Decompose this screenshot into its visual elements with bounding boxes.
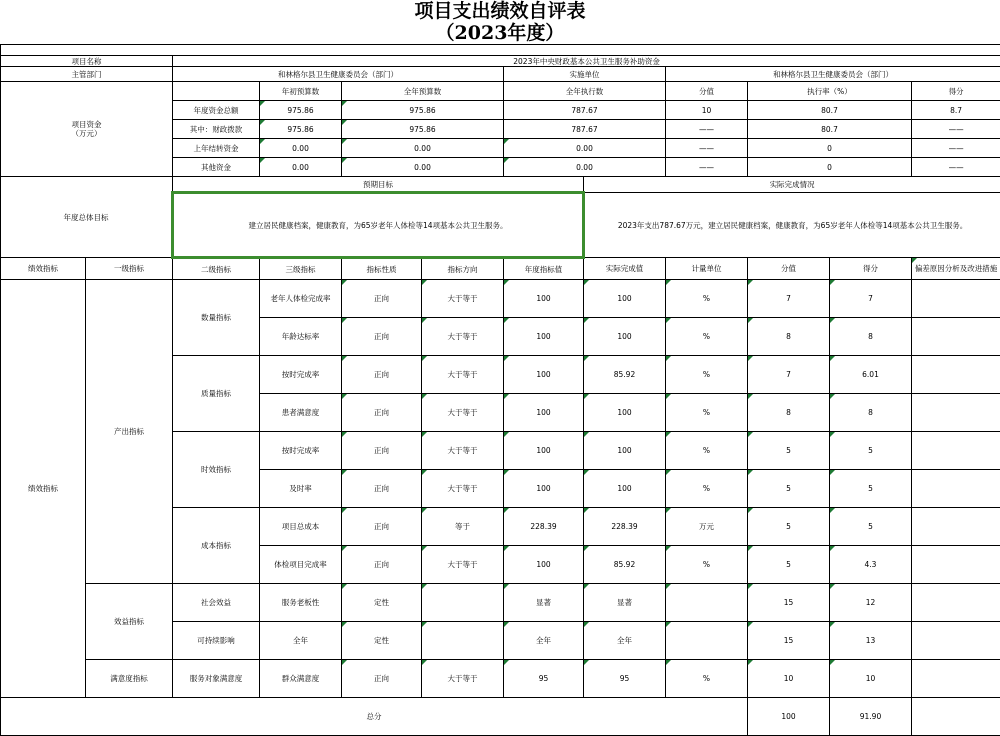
ind-header-level1: 一级指标 [86,258,173,280]
ind-header-note: 偏差原因分析及改进措施 [912,258,1000,280]
total-weight: 100 [748,698,830,736]
ind-nature: 正向 [342,546,422,584]
ind-actual: 100 [584,470,666,508]
ind-weight: 7 [748,356,830,394]
ind-note [912,546,1000,584]
ind-unit: % [666,394,748,432]
ind-nature: 正向 [342,318,422,356]
blank-row [1,45,1000,56]
funds-annual: 975.86 [342,101,504,120]
funds-executed: 0.00 [504,158,666,177]
ind-score: 5 [830,432,912,470]
ind-actual: 100 [584,318,666,356]
ind-score: 4.3 [830,546,912,584]
ind-actual: 95 [584,660,666,698]
ind-score: 8 [830,318,912,356]
ind-header-level2: 二级指标 [173,258,260,280]
ind-direction: 等于 [422,508,504,546]
funds-annual: 0.00 [342,158,504,177]
satisfaction-group: 满意度指标 [86,660,173,698]
ind-unit [666,584,748,622]
page-title [0,0,1000,44]
ind-unit: % [666,546,748,584]
ind-nature: 正向 [342,470,422,508]
sustain-group: 可持续影响 [173,622,260,660]
ind-nature: 定性 [342,584,422,622]
ind-note [912,508,1000,546]
actual-goal-text: 2023年支出787.67万元，建立居民健康档案，健康教育，为65岁老年人体检等14项基本公共卫生服务。 [584,193,1000,258]
ind-header-weight: 分值 [748,258,830,280]
funds-score: 8.7 [912,101,1000,120]
ind-unit: % [666,356,748,394]
ind-note [912,318,1000,356]
output-group: 产出指标 [86,280,173,584]
ind-note [912,280,1000,318]
ind-target: 100 [504,432,584,470]
ind-note [912,660,1000,698]
dept-label: 主管部门 [1,67,173,82]
ind-direction: 大于等于 [422,356,504,394]
funds-score: —— [912,158,1000,177]
funds-rate: 0 [748,158,912,177]
ind-weight: 5 [748,470,830,508]
ind-target: 100 [504,546,584,584]
funds-initial: 975.86 [260,101,342,120]
ind-actual: 显著 [584,584,666,622]
ind-nature: 正向 [342,432,422,470]
ind-nature: 正向 [342,508,422,546]
ind-note [912,394,1000,432]
ind-direction: 大于等于 [422,660,504,698]
funds-header-initial: 年初预算数 [260,82,342,101]
ind-target: 100 [504,280,584,318]
ind-name: 按时完成率 [260,432,342,470]
ind-target: 100 [504,356,584,394]
indicator-row [1,660,1000,698]
funds-weight: —— [666,158,748,177]
ind-score: 5 [830,470,912,508]
funds-header-rate: 执行率（%） [748,82,912,101]
total-note [912,698,1000,736]
funds-header-blank [173,82,260,101]
funds-header-row [1,82,1000,101]
ind-actual: 85.92 [584,356,666,394]
funds-annual: 0.00 [342,139,504,158]
funds-label: 项目资金 （万元） [1,82,173,177]
ind-score: 6.01 [830,356,912,394]
expected-goal-text[interactable]: 建立居民健康档案，健康教育，为65岁老年人体检等14项基本公共卫生服务。 [173,193,584,258]
goal-header-row [1,177,1000,193]
ind-name: 体检项目完成率 [260,546,342,584]
dept-row [1,67,1000,82]
funds-weight: —— [666,139,748,158]
ind-name: 项目总成本 [260,508,342,546]
project-name-value: 2023年中央财政基本公共卫生服务补助资金 [173,56,1000,67]
ind-unit: 万元 [666,508,748,546]
ind-unit: % [666,280,748,318]
ind-direction: 大于等于 [422,470,504,508]
ind-note [912,470,1000,508]
social-group: 社会效益 [173,584,260,622]
ind-target: 100 [504,318,584,356]
ind-name: 全年 [260,622,342,660]
ind-target: 全年 [504,622,584,660]
funds-row-label: 上年结转资金 [173,139,260,158]
ind-actual: 100 [584,280,666,318]
quantity-group: 数量指标 [173,280,260,356]
ind-nature: 正向 [342,280,422,318]
ind-unit: % [666,432,748,470]
ind-unit [666,622,748,660]
ind-name: 群众满意度 [260,660,342,698]
ind-actual: 100 [584,432,666,470]
ind-header-level3: 三级指标 [260,258,342,280]
total-label: 总分 [1,698,748,736]
impl-value: 和林格尔县卫生健康委员会（部门） [666,67,1000,82]
funds-initial: 0.00 [260,139,342,158]
ind-unit: % [666,470,748,508]
ind-target: 95 [504,660,584,698]
ind-score: 12 [830,584,912,622]
ind-weight: 15 [748,622,830,660]
title-line-1: 项目支出绩效自评表 [0,0,1000,22]
ind-name: 及时率 [260,470,342,508]
ind-weight: 10 [748,660,830,698]
ind-direction: 大于等于 [422,394,504,432]
total-row [1,698,1000,736]
ind-name: 服务老板性 [260,584,342,622]
funds-initial: 0.00 [260,158,342,177]
ind-weight: 15 [748,584,830,622]
funds-weight: 10 [666,101,748,120]
cost-group: 成本指标 [173,508,260,584]
ind-weight: 5 [748,432,830,470]
ind-header-unit: 计量单位 [666,258,748,280]
ind-header-target: 年度指标值 [504,258,584,280]
ind-nature: 正向 [342,356,422,394]
blank-cell [1,45,1000,56]
ind-direction [422,622,504,660]
ind-weight: 7 [748,280,830,318]
funds-header-executed: 全年执行数 [504,82,666,101]
funds-executed: 787.67 [504,120,666,139]
impl-label: 实施单位 [504,67,666,82]
funds-header-annual: 全年预算数 [342,82,504,101]
funds-annual: 975.86 [342,120,504,139]
ind-direction: 大于等于 [422,546,504,584]
funds-header-weight: 分值 [666,82,748,101]
ind-score: 5 [830,508,912,546]
ind-direction: 大于等于 [422,318,504,356]
ind-weight: 5 [748,508,830,546]
ind-header-nature: 指标性质 [342,258,422,280]
ind-header-perf: 绩效指标 [1,258,86,280]
ind-note [912,622,1000,660]
benefit-group: 效益指标 [86,584,173,660]
ind-unit: % [666,318,748,356]
funds-row-label: 其中：财政拨款 [173,120,260,139]
annual-goal-label: 年度总体目标 [1,177,173,258]
ind-name: 年龄达标率 [260,318,342,356]
total-score: 91.90 [830,698,912,736]
ind-actual: 全年 [584,622,666,660]
ind-direction: 大于等于 [422,432,504,470]
project-name-row [1,56,1000,67]
ind-nature: 定性 [342,622,422,660]
indicator-header-row [1,258,1000,280]
funds-score: —— [912,139,1000,158]
funds-weight: —— [666,120,748,139]
ind-note [912,432,1000,470]
service-sat-group: 服务对象满意度 [173,660,260,698]
ind-weight: 8 [748,394,830,432]
funds-executed: 787.67 [504,101,666,120]
ind-header-score: 得分 [830,258,912,280]
ind-weight: 8 [748,318,830,356]
ind-direction: 大于等于 [422,280,504,318]
ind-name: 患者满意度 [260,394,342,432]
ind-actual: 228.39 [584,508,666,546]
ind-score: 10 [830,660,912,698]
ind-unit: % [666,660,748,698]
quality-group: 质量指标 [173,356,260,432]
timeliness-group: 时效指标 [173,432,260,508]
ind-name: 按时完成率 [260,356,342,394]
expected-goal-label: 预期目标 [173,177,584,193]
ind-weight: 5 [748,546,830,584]
funds-rate: 0 [748,139,912,158]
funds-row-label: 年度资金总额 [173,101,260,120]
ind-nature: 正向 [342,394,422,432]
indicator-row [1,584,1000,622]
ind-target: 显著 [504,584,584,622]
ind-actual: 85.92 [584,546,666,584]
ind-header-actual: 实际完成值 [584,258,666,280]
ind-nature: 正向 [342,660,422,698]
ind-direction [422,584,504,622]
ind-header-direction: 指标方向 [422,258,504,280]
ind-target: 100 [504,470,584,508]
perf-group: 绩效指标 [1,280,86,698]
title-line-2: （2023年度） [0,22,1000,44]
ind-target: 100 [504,394,584,432]
project-name-label: 项目名称 [1,56,173,67]
evaluation-table [0,44,1000,736]
funds-rate: 80.7 [748,120,912,139]
ind-note [912,356,1000,394]
ind-score: 8 [830,394,912,432]
ind-score: 7 [830,280,912,318]
dept-value: 和林格尔县卫生健康委员会（部门） [173,67,504,82]
ind-score: 13 [830,622,912,660]
ind-name: 老年人体检完成率 [260,280,342,318]
ind-target: 228.39 [504,508,584,546]
ind-note [912,584,1000,622]
funds-executed: 0.00 [504,139,666,158]
funds-rate: 80.7 [748,101,912,120]
indicator-row [1,280,1000,318]
ind-actual: 100 [584,394,666,432]
funds-score: —— [912,120,1000,139]
funds-initial: 975.86 [260,120,342,139]
actual-goal-label: 实际完成情况 [584,177,1000,193]
funds-row-label: 其他资金 [173,158,260,177]
funds-header-score: 得分 [912,82,1000,101]
